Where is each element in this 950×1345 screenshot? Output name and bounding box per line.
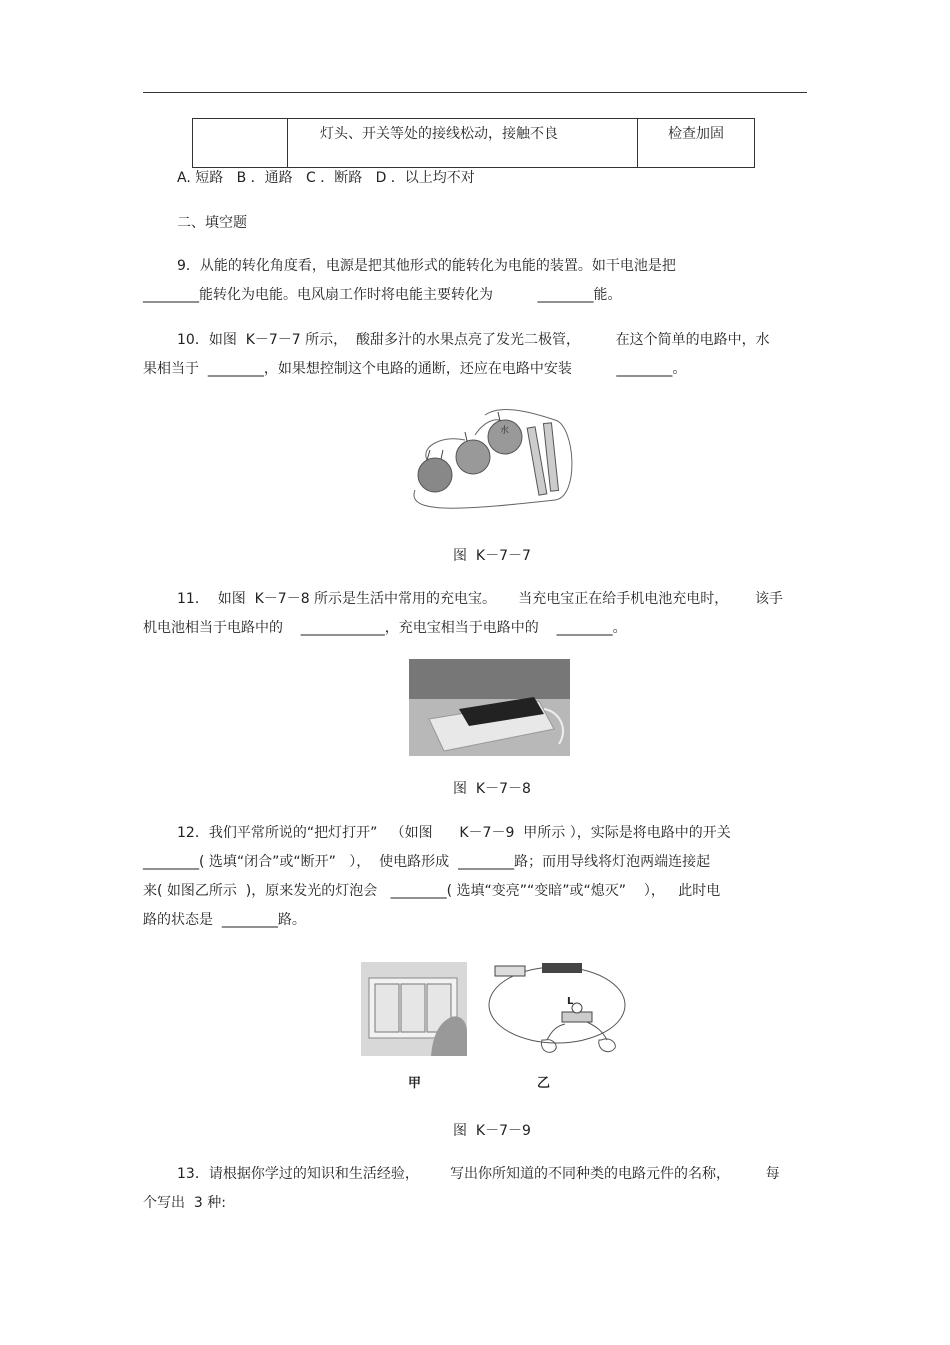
figure-label-a: 甲 bbox=[408, 1076, 422, 1091]
fruit-label: 水 bbox=[500, 426, 510, 436]
q13-line-1: 13．请根据你学过的知识和生活经验， 写出你所知道的不同种类的电路元件的名称， 每 bbox=[177, 1166, 780, 1182]
q10-line-1: 10．如图 K－7－7 所示， 酸甜多汁的水果点亮了发光二极管， 在这个简单的电路中，水 bbox=[177, 332, 770, 348]
circuit-figure bbox=[487, 960, 637, 1070]
answer-options: A. 短路 B ．通路 C ．断路 D ．以上均不对 bbox=[177, 170, 475, 186]
table-cell: 灯头、开关等处的接线松动，接触不良 bbox=[288, 119, 638, 168]
table-cell bbox=[193, 119, 288, 168]
q9-line-2: ________能转化为电能。电风扇工作时将电能主要转化为 ________能。 bbox=[143, 287, 622, 303]
figure-caption-k77: 图 K－7－7 bbox=[453, 548, 531, 564]
fruit-battery-figure bbox=[405, 405, 580, 515]
bulb-label: L bbox=[567, 996, 574, 1007]
figure-label-b: 乙 bbox=[537, 1076, 551, 1091]
q12-line-3: 来( 如图乙所示 )，原来发光的灯泡会 ________( 选填“变亮”“变暗”或“熄灭” ）， 此时电 bbox=[143, 883, 721, 899]
table-row bbox=[193, 119, 755, 168]
table-cell: 检查加固 bbox=[638, 119, 755, 168]
figure-caption-k78: 图 K－7－8 bbox=[453, 781, 531, 797]
q9-line-1: 9．从能的转化角度看，电源是把其他形式的能转化为电能的装置。如干电池是把 bbox=[177, 258, 676, 274]
figure-caption-k79: 图 K－7－9 bbox=[453, 1123, 531, 1139]
section-title: 二、填空题 bbox=[177, 215, 247, 231]
q12-line-4: 路的状态是 ________路。 bbox=[143, 912, 306, 928]
q13-line-2: 个写出 3 种: bbox=[143, 1195, 226, 1211]
q10-line-2: 果相当于 ________，如果想控制这个电路的通断，还应在电路中安装 ________。 bbox=[143, 361, 687, 377]
header-rule bbox=[143, 92, 807, 93]
q11-line-1: 11． 如图 K－7－8 所示是生活中常用的充电宝。 当充电宝正在给手机电池充电时， 该手 bbox=[177, 591, 784, 607]
power-bank-photo bbox=[409, 659, 570, 756]
fault-table bbox=[192, 118, 755, 168]
q12-line-2: ________( 选填“闭合”或“断开” ）， 使电路形成 ________路；而用导线将灯泡两端连接起 bbox=[143, 854, 711, 870]
wall-switch-photo bbox=[361, 962, 467, 1056]
q11-line-2: 机电池相当于电路中的 ____________，充电宝相当于电路中的 ________。 bbox=[143, 620, 627, 636]
q12-line-1: 12．我们平常所说的“把灯打开” （如图 K－7－9 甲所示 ），实际是将电路中的开关 bbox=[177, 825, 731, 841]
